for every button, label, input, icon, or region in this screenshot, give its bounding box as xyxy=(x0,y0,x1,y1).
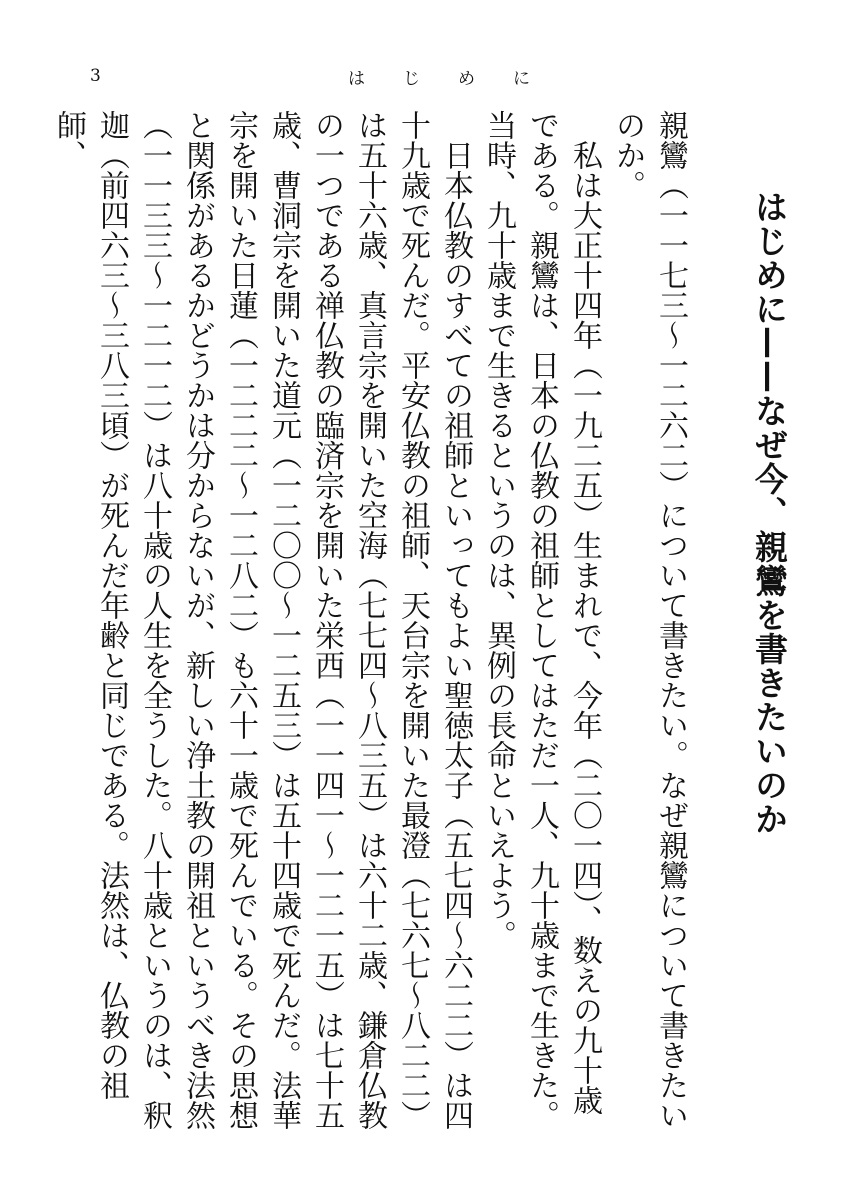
chapter-title: はじめに——なぜ今、親鸞を書きたいのか xyxy=(750,190,789,836)
paragraph: 親鸞（一一七三～一二六二）について書きたい。なぜ親鸞について書きたいのか。 xyxy=(610,110,688,1130)
paragraph: 日本仏教のすべての祖師といってもよい聖徳太子（五七四～六二二）は四十九歳で死んだ。平安仏教の祖師、天台宗を開いた最澄（七六七～八二二）は五十六歳、真言宗を開いた空海（七七四～八三五）は六十二歳、鎌倉仏教の一つである禅仏教の臨済宗を開いた栄西（一一四一～一二一五）は七十五歳、曹洞宗を開いた道元（一二〇〇～一二五三）は五十四歳で死んだ。法華宗を開いた日蓮（一二二二～一二八二）も六十一歳で死んでいる。その思想と関係があるかどうかは分からないが、新しい浄土教の開祖というべき法然（一一三三～一二一二）は八十歳の人生を全うした。八十歳というのは、釈迦（前四六三～三八三頃）が死んだ年齢と同じである。法然は、仏教の祖師、 xyxy=(51,110,473,1130)
paragraph: 私は大正十四年（一九二五）生まれで、今年（二〇一四）、数えの九十歳である。親鸞は、日本の仏教の祖師としてはただ一人、九十歳まで生きた。当時、九十歳まで生きるというのは、異例の長命といえよう。 xyxy=(481,110,602,1130)
page-body xyxy=(51,110,791,1140)
running-head: はじめに xyxy=(348,69,568,89)
page-number: 3 xyxy=(90,66,101,86)
